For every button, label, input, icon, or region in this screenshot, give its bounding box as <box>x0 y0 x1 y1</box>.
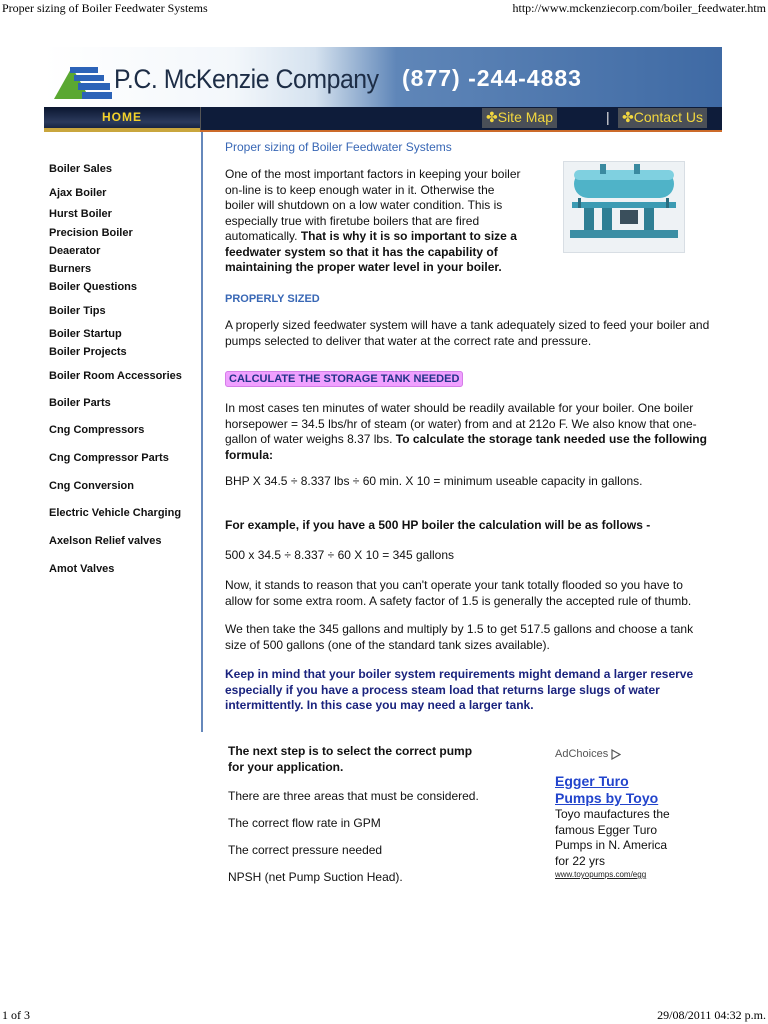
sidebar-item-deaerator[interactable]: Deaerator <box>49 245 101 257</box>
intro-text: One of the most important factors in keeping your boiler on-line is to keep enough water in it. Otherwise the boiler will shutdown on a low water condition. This is especially true with firetube boilers that are fired automatically. <box>225 167 521 243</box>
page-number: 1 of 3 <box>2 1008 30 1022</box>
sidebar-item-burners[interactable]: Burners <box>49 263 92 275</box>
home-label: HOME <box>102 110 142 124</box>
properly-sized-paragraph: A properly sized feedwater system will have a tank adequately sized to feed your boiler and pumps selected to deliver that water at the correct rate and pressure. <box>225 318 710 348</box>
pressure-text: The correct pressure needed <box>228 843 383 857</box>
sidebar-item-axelson-relief-valves[interactable]: Axelson Relief valves <box>49 535 162 547</box>
calculate-text: In most cases ten minutes of water should be readily available for your boiler. One boiler horsepower = 34.5 lbs/hr of steam (or water) from and at 212o F. We also know that one-gallon of water weighs 8.37 lbs. <box>225 401 697 446</box>
sidebar-item-amot-valves[interactable]: Amot Valves <box>49 563 115 575</box>
sidebar-item-hurst-boiler[interactable]: Hurst Boiler <box>49 208 112 220</box>
phone-number: (877) -244-4883 <box>402 65 582 91</box>
ad-body: Toyo maufactures the famous Egger Turo Pumps in N. America for 22 yrs <box>555 807 670 868</box>
print-url: http://www.mckenziecorp.com/boiler_feedwater.htm <box>512 1 766 15</box>
company-logo-icon[interactable] <box>52 61 114 101</box>
npsh-text: NPSH (net Pump Suction Head). <box>228 870 403 884</box>
sidebar-nav <box>44 132 201 612</box>
ad-url-link[interactable]: www.toyopumps.com/egg <box>555 870 647 879</box>
reserve-note: Keep in mind that your boiler system requirements might demand a larger reserve especially if you have a process steam load that returns large slugs of water intermittently. In this case you may need a larger tank. <box>225 667 694 712</box>
print-header <box>0 0 768 16</box>
site-map-link[interactable]: ✤Site Map <box>482 108 557 128</box>
ad-choices-label: AdChoices <box>555 748 609 760</box>
print-title: Proper sizing of Boiler Feedwater Systems <box>2 1 208 15</box>
nav-divider <box>200 130 722 132</box>
page-title: Proper sizing of Boiler Feedwater Systems <box>225 140 452 154</box>
flow-rate-text: The correct flow rate in GPM <box>228 816 381 830</box>
print-timestamp: 29/08/2011 04:32 p.m. <box>657 1008 766 1022</box>
sidebar-item-boiler-projects[interactable]: Boiler Projects <box>49 346 127 358</box>
boiler-illustration-icon <box>564 162 684 252</box>
formula-text: BHP X 34.5 ÷ 8.337 lbs ÷ 60 min. X 10 = minimum useable capacity in gallons. <box>225 474 643 488</box>
sidebar-item-ajax-boiler[interactable]: Ajax Boiler <box>49 187 107 199</box>
contact-us-link[interactable]: ✤Contact Us <box>618 108 707 128</box>
sidebar-item-precision-boiler[interactable]: Precision Boiler <box>49 227 133 239</box>
ad-choices[interactable] <box>555 748 675 760</box>
example-calculation: 500 x 34.5 ÷ 8.337 ÷ 60 X 10 = 345 gallons <box>225 548 455 562</box>
sidebar-item-cng-compressors[interactable]: Cng Compressors <box>49 424 145 436</box>
nav-bar <box>44 107 722 132</box>
calculate-paragraph <box>225 401 710 463</box>
properly-sized-heading: PROPERLY SIZED <box>225 293 320 305</box>
feedwater-system-image <box>563 161 685 253</box>
sidebar-item-boiler-parts[interactable]: Boiler Parts <box>49 397 111 409</box>
safety-factor-paragraph: Now, it stands to reason that you can't operate your tank totally flooded so you have to allow for some extra room. A safety factor of 1.5 is generally the accepted rule of thumb. <box>225 578 692 608</box>
print-footer <box>0 1006 768 1024</box>
sidebar-item-boiler-room-accessories[interactable]: Boiler Room Accessories <box>49 370 182 382</box>
home-button[interactable] <box>44 107 201 132</box>
sidebar-item-cng-conversion[interactable]: Cng Conversion <box>49 480 134 492</box>
sidebar-item-cng-compressor-parts[interactable]: Cng Compressor Parts <box>49 452 169 464</box>
example-heading: For example, if you have a 500 HP boiler the calculation will be as follows - <box>225 518 651 532</box>
nav-separator: | <box>606 109 610 125</box>
calculate-heading-wrap <box>225 371 710 388</box>
sidebar-divider <box>201 132 203 732</box>
company-name[interactable]: P.C. McKenzie Company <box>114 64 379 94</box>
calculate-heading: CALCULATE THE STORAGE TANK NEEDED <box>225 371 463 387</box>
sidebar-item-boiler-questions[interactable]: Boiler Questions <box>49 281 138 293</box>
intro-bold-text: That is why it is so important to size a feedwater system so that it has the capability of maintaining the proper water level in your boiler. <box>225 229 517 274</box>
intro-paragraph <box>225 167 527 276</box>
site-banner <box>44 47 722 107</box>
three-areas-text: There are three areas that must be considered. <box>228 789 479 803</box>
pump-heading: The next step is to select the correct pump for your application. <box>228 744 473 774</box>
ad-title-link[interactable]: Egger Turo Pumps by Toyo <box>555 773 659 806</box>
sidebar-item-electric-vehicle-charging[interactable]: Electric Vehicle Charging <box>49 507 182 519</box>
ad-block <box>555 748 675 879</box>
calculate-bold-text: To calculate the storage tank needed use the following formula: <box>225 432 707 462</box>
sidebar-item-boiler-tips[interactable]: Boiler Tips <box>49 305 106 317</box>
sidebar-item-boiler-startup[interactable]: Boiler Startup <box>49 328 122 340</box>
sidebar-item-boiler-sales[interactable]: Boiler Sales <box>49 163 112 175</box>
ad-choices-icon <box>611 749 621 760</box>
tank-size-paragraph: We then take the 345 gallons and multiply by 1.5 to get 517.5 gallons and choose a tank size of 500 gallons (one of the standard tank sizes available). <box>225 622 694 652</box>
